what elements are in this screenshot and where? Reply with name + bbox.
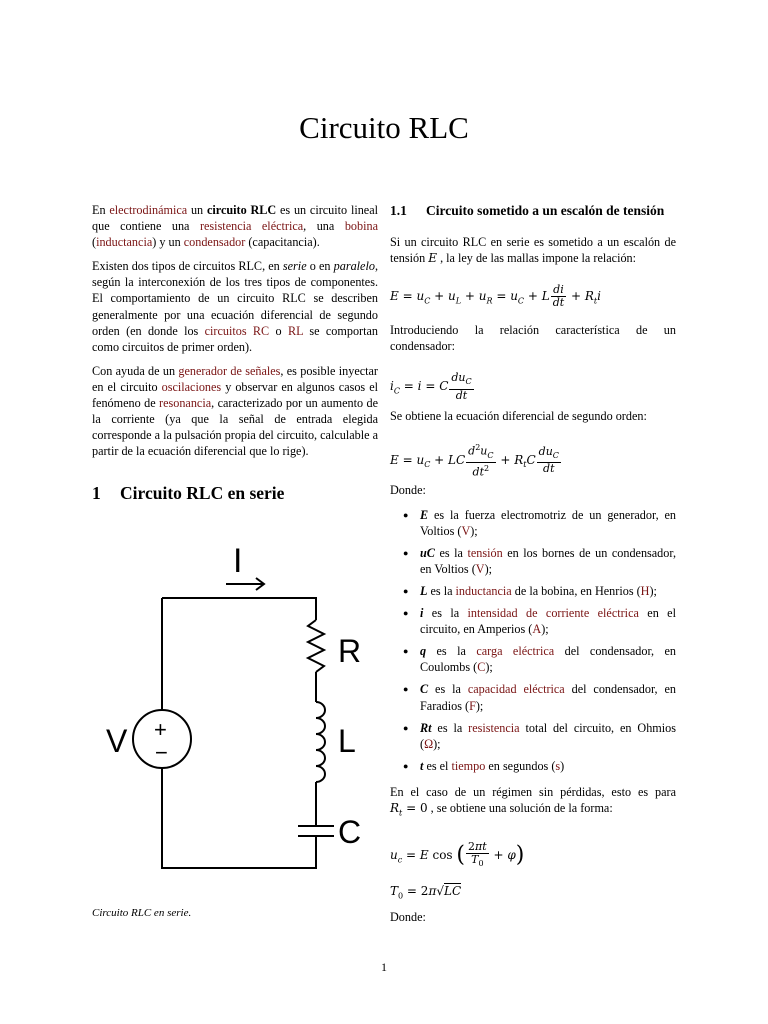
- paragraph-escalon: [390, 234, 676, 266]
- text: en los bornes de un condensador, en Voltios (: [420, 545, 676, 576]
- page-title: Circuito RLC: [299, 110, 469, 145]
- link-unit[interactable]: A: [532, 622, 542, 637]
- equation-mallas: $E = u_C + u_L + u_R = u_C + L$ $\frac{di}{dt}$ + $R_ti$: [390, 283, 601, 310]
- list-item: [420, 758, 676, 774]
- link-condensador[interactable]: condensador: [183, 235, 246, 250]
- figure-caption: Circuito RLC en serie.: [92, 907, 192, 919]
- text: Si un circuito RLC en serie es sometido a un escalón de tensión: [390, 235, 676, 266]
- subsection-number: 1.1: [390, 203, 407, 218]
- link-term[interactable]: resistencia: [468, 720, 520, 735]
- text: );: [433, 736, 441, 751]
- list-item: [420, 643, 676, 675]
- equation-segundo-orden: $E = u_C$ + LC $\frac{d^2u_C}{dt^2}$ + $R_tC$ $\frac{du_C}{dt}$: [390, 443, 559, 479]
- text: );: [649, 583, 657, 598]
- param-symbol: L: [420, 583, 428, 598]
- text: en segundos (: [485, 758, 556, 773]
- paragraph-sin-perdidas: [390, 784, 676, 822]
- link-unit[interactable]: H: [640, 583, 650, 598]
- link-generador[interactable]: generador de señales: [178, 363, 281, 378]
- current-label: I: [233, 542, 243, 580]
- link-term[interactable]: tiempo: [451, 758, 486, 773]
- italic-term: serie: [282, 259, 307, 274]
- list-item: [420, 681, 676, 713]
- paragraph-condensador: Introduciendo la relación característica de un condensador:: [390, 323, 676, 354]
- inductor-label: L: [338, 723, 356, 759]
- text: Con ayuda de un: [92, 363, 179, 378]
- text: , según la interconexión de los tres tipos de componentes. El comportamiento de un circuito RLC se describen generalmente por una ecuación diferencial de segundo orden (en donde los: [92, 259, 378, 338]
- source-label: V: [106, 723, 128, 759]
- link-resistencia[interactable]: resistencia eléctrica: [199, 219, 304, 234]
- text: Existen dos tipos de circuitos RLC, en: [92, 259, 283, 274]
- math-var: E: [428, 251, 438, 266]
- text: , caracterizado por un aumento de la corriente (ya que la señal de entrada elegida corresponde a la pulsación propia del circuito, calculable a partir de la ecuación diferencial que lo rige).: [92, 396, 378, 459]
- link-unit[interactable]: F: [469, 698, 476, 713]
- wire-bottom: [162, 768, 316, 868]
- link-electrodinamica[interactable]: electrodinámica: [109, 203, 188, 217]
- capacitor-symbol: [298, 826, 334, 836]
- paragraph-ecuacion: Se obtiene la ecuación diferencial de segundo orden:: [390, 409, 647, 424]
- link-term[interactable]: inductancia: [455, 583, 512, 598]
- equation-periodo: $T_0 = 2\pi√LC$: [390, 884, 462, 901]
- text: , se obtiene una solución de la forma:: [427, 800, 613, 815]
- text: ) y un: [152, 235, 184, 250]
- list-item: [420, 583, 676, 599]
- text: En: [92, 203, 110, 217]
- subsection-title: Circuito sometido a un escalón de tensión: [426, 203, 665, 218]
- link-oscilaciones[interactable]: oscilaciones: [161, 379, 222, 394]
- link-unit[interactable]: V: [475, 561, 485, 576]
- link-unit[interactable]: s: [555, 758, 561, 773]
- text: en el circuito, en Amperios (: [420, 606, 676, 637]
- text: se comportan como circuitos de primer orden).: [92, 323, 378, 354]
- list-item: [420, 605, 676, 637]
- text: del condensador, en Coulombs (: [420, 644, 677, 675]
- text: ): [560, 758, 565, 773]
- param-symbol: uC: [420, 545, 435, 560]
- link-term[interactable]: tensión: [467, 545, 503, 560]
- text: de la bobina, en Henrios (: [511, 583, 641, 598]
- text: );: [484, 561, 493, 576]
- param-symbol: q: [420, 644, 427, 659]
- text: o: [269, 323, 288, 338]
- resistor-symbol: [308, 620, 324, 672]
- text: );: [470, 523, 478, 538]
- intro-paragraph-2: [92, 258, 378, 355]
- text: );: [475, 698, 484, 713]
- text: es la: [434, 545, 468, 560]
- text: un: [187, 203, 207, 217]
- text: es la: [423, 606, 468, 621]
- text: En el caso de un régimen sin pérdidas, esto es para: [390, 784, 676, 799]
- parameter-list: [390, 507, 676, 774]
- equation-condensador: $i_C = i = C$ $\frac{du_C}{dt}$: [390, 371, 472, 402]
- section-number: 1: [92, 483, 101, 503]
- param-symbol: Rt: [420, 720, 432, 735]
- section-title: Circuito RLC en serie: [120, 483, 285, 503]
- link-bobina[interactable]: bobina: [344, 219, 378, 234]
- source-minus-label: −: [155, 740, 168, 765]
- link-resonancia[interactable]: resonancia: [159, 396, 212, 411]
- link-unit[interactable]: C: [477, 660, 486, 675]
- text: es un circuito lineal que contiene una: [92, 203, 379, 234]
- subsection-heading: [390, 202, 676, 220]
- text: , una: [303, 219, 345, 234]
- section-heading: [92, 483, 378, 504]
- intro-paragraph-1: [92, 202, 378, 250]
- list-item: [420, 507, 676, 539]
- donde-label: Donde:: [390, 483, 426, 498]
- link-unit[interactable]: V: [461, 523, 471, 538]
- param-symbol: E: [420, 507, 429, 522]
- capacitor-label: C: [338, 814, 362, 850]
- text: es el: [423, 758, 452, 773]
- param-symbol: C: [420, 682, 429, 697]
- text: (: [92, 235, 97, 250]
- inductor-symbol: [316, 702, 325, 782]
- link-inductancia[interactable]: inductancia: [96, 235, 153, 250]
- link-circuitos-rc[interactable]: circuitos RC: [204, 323, 270, 338]
- link-term[interactable]: intensidad de corriente eléctrica: [467, 606, 639, 621]
- text: o en: [306, 259, 334, 274]
- text: es la fuerza electromotriz de un generador, en Voltios (: [420, 507, 676, 538]
- resistor-label: R: [338, 633, 362, 669]
- equation-solucion: $u_c = E$ cos ( $\frac{2\pi t}{T_0}$ + φ): [390, 840, 525, 869]
- text: es la: [431, 720, 469, 735]
- text: es la: [427, 583, 456, 598]
- text: del condensador, en Faradios (: [420, 682, 676, 713]
- text: , la ley de las mallas impone la relación:: [437, 251, 637, 266]
- text: , es posible inyectar en el circuito: [92, 363, 378, 394]
- donde-label: Donde:: [390, 909, 426, 924]
- list-item: [420, 720, 676, 752]
- math-rt-zero: $R_t = 0$: [390, 800, 428, 818]
- content-column: [390, 202, 676, 925]
- link-rl[interactable]: RL: [287, 323, 304, 338]
- wire-top: [162, 598, 316, 620]
- link-term[interactable]: carga eléctrica: [476, 644, 555, 659]
- text: y observar en algunos casos el fenómeno de: [92, 379, 378, 411]
- text: es la: [426, 644, 477, 659]
- bold-term: circuito RLC: [206, 203, 277, 217]
- list-item: [420, 545, 676, 577]
- link-term[interactable]: capacidad eléctrica: [467, 682, 565, 697]
- text: total del circuito, en Ohmios (: [420, 720, 676, 751]
- link-unit[interactable]: Ω: [424, 736, 434, 751]
- param-symbol: i: [420, 606, 424, 621]
- intro-column: [92, 202, 378, 467]
- source-plus-label: +: [154, 717, 167, 742]
- text: es la: [428, 682, 468, 697]
- intro-paragraph-3: [92, 363, 378, 460]
- page-number: 1: [381, 960, 387, 974]
- rlc-circuit-diagram: [102, 530, 372, 890]
- text: );: [485, 660, 493, 675]
- italic-term: paralelo: [333, 259, 375, 274]
- text: (capacitancia).: [245, 235, 320, 250]
- text: );: [541, 622, 549, 637]
- param-symbol: t: [420, 758, 424, 773]
